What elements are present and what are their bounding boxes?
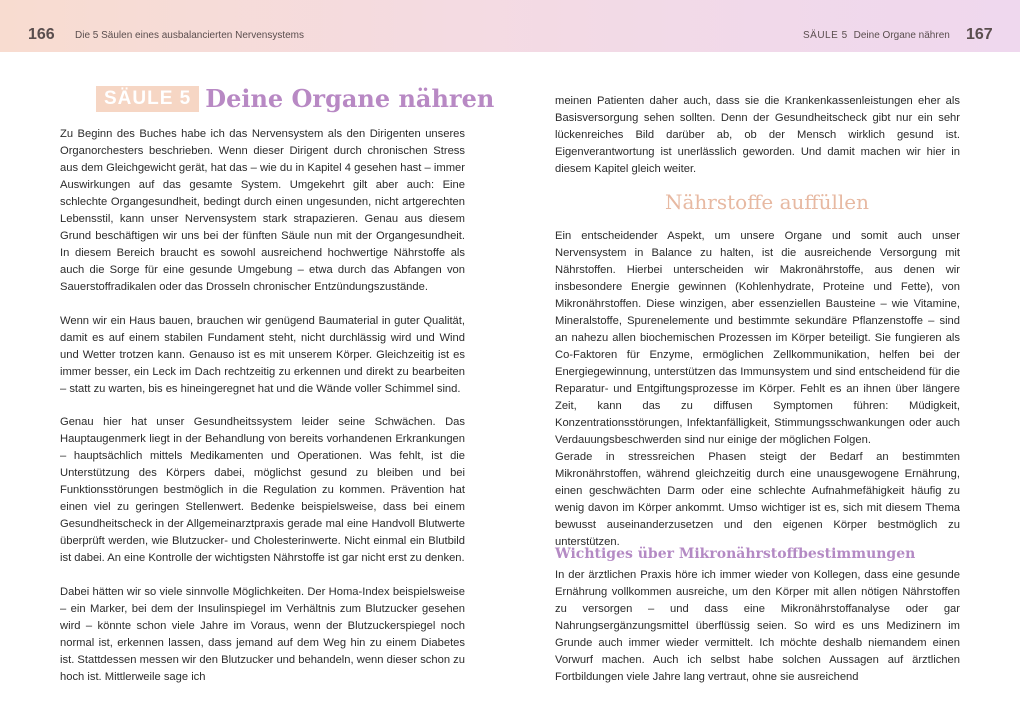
body-paragraph: Gerade in stressreichen Phasen steigt der Bedarf an bestimmten Mikronährstoffen, während gleichzeitig durch eine unausgewogene Ernährung, einen geschwächten Darm oder eine schlechte Aufnahmefähigkeit häufig zu wenig davon im Körper ankommt. Umso wichtiger ist es, sich mit diesem Thema bewusst auseinanderzusetzen und den eigenen Körper bestmöglich zu unterstützen.	[555, 451, 960, 548]
body-paragraph: Dabei hätten wir so viele sinnvolle Möglichkeiten. Der Homa-Index beispielsweise – ein Marker, bei dem der Insulinspiegel im Verhältnis zum Blutzucker gesehen wird – könnte schon viele Jahre im Voraus, wenn der Blutzuckerspiegel noch normal ist, erkennen lassen, dass jemand auf dem Weg hin zu einem Diabetes ist. Stattdessen messen wir den Blutzucker und behandeln, wenn dieser schon zu hoch ist. Mittlerweile sage ich	[60, 586, 465, 683]
subheading: Wichtiges über Mikronährstoffbestimmungen	[555, 546, 916, 562]
right-page-number: 167	[966, 26, 993, 43]
section-heading: Nährstoffe auffüllen	[665, 190, 870, 214]
left-page-number: 166	[28, 26, 55, 43]
body-paragraph: Genau hier hat unser Gesundheitssystem leider seine Schwächen. Das Hauptaugenmerk liegt in der Behandlung von bereits vorhandenen Erkrankungen – hauptsächlich mittels Medikamenten und Operationen. Was fehlt, ist die Unterstützung des Körpers dabei, möglichst gesund zu bleiben und bei Funktionsstörungen bestmöglich in die Regulation zu kommen. Prävention hat einen viel zu geringen Stellenwert. Bedenke beispielsweise, dass bei einem Gesundheitscheck in der Allgemeinarztpraxis gerade mal eine Handvoll Blutwerte überprüft werden, wie Blutzucker- und Cholesterinwerte. Nicht einmal ein Blutbild ist dabei. An eine Kontrolle der wichtigsten Nährstoffe ist gar nicht erst zu denken.	[60, 416, 465, 564]
body-paragraph: meinen Patienten daher auch, dass sie die Krankenkassenleistungen eher als Basisversorgung sehen sollten. Denn der Gesundheitscheck gibt nur ein sehr lückenreiches Bild darüber ab, ob der Mensch wirklich gesund ist. Eigenverantwortung ist unerlässlich geworden. Und damit machen wir hier in diesem Kapitel gleich weiter.	[555, 95, 960, 175]
running-header	[0, 0, 1020, 52]
body-paragraph: Wenn wir ein Haus bauen, brauchen wir genügend Baumaterial in guter Qualität, damit es auf einem stabilen Fundament steht, nicht durchlässig wird und Wind und Wetter trotzen kann. Genauso ist es mit unserem Körper. Gleichzeitig ist es immer besser, ein Leck im Dach rechtzeitig zu erkennen und direkt zu bearbeiten – statt zu warten, bis es hineingeregnet hat und die Wände voller Schimmel sind.	[60, 315, 465, 395]
body-paragraph: In der ärztlichen Praxis höre ich immer wieder von Kollegen, dass eine gesunde Ernährung vollkommen ausreiche, um den Körper mit allen nötigen Nährstoffen zu versorgen – und dass eine Mikronährstoffanalyse oder gar Nahrungsergänzungsmittel überflüssig seien. So wird es uns Medizinern im Grunde auch immer wieder vermittelt. Ich möchte deshalb niemandem einen Vorwurf machen. Auch ich selbst habe solchen Aussagen auf ärztlichen Fortbildungen viele Jahre lang vertraut, ohne sie ausreichend	[555, 569, 960, 683]
chapter-title	[96, 84, 494, 114]
chapter-heading: Deine Organe nähren	[205, 84, 495, 113]
body-paragraph: Ein entscheidender Aspekt, um unsere Organe und somit auch unser Nervensystem in Balance zu halten, ist die ausreichende Versorgung mit Nährstoffen. Hierbei unterscheiden wir Makronährstoffe, aus denen wir insbesondere Energie gewinnen (Kohlenhydrate, Proteine und Fette), von Mikronährstoffen. Diese winzigen, aber essenziellen Bausteine – wie Vitamine, Mineralstoffe, Spurenelemente und bestimmte sekundäre Pflanzenstoffe – sind an nahezu allen biochemischen Prozessen im Körper beteiligt. Sie fungieren als Co-Faktoren für Enzyme, ermöglichen Zellkommunikation, helfen bei der Energiegewinnung, unterstützen das Immunsystem und sind entscheidend für die Reparatur- und Entgiftungsprozesse im Körper. Fehlt es an ihnen über längere Zeit, kann das zu diffusen Symptomen führen: Müdigkeit, Konzentrationsstörungen, Infektanfälligkeit, Stimmungsschwankungen oder auch Verdauungsbeschwerden sind nur einige der möglichen Folgen.	[555, 230, 960, 446]
body-paragraph: Zu Beginn des Buches habe ich das Nervensystem als den Dirigenten unseres Organorchesters beschrieben. Wenn dieser Dirigent durch chronischen Stress aus dem Gleichgewicht gerät, hat das – wie du in Kapitel 4 gesehen hast – immer Auswirkungen auf das gesamte System. Umgekehrt gilt aber auch: Eine schlechte Organgesundheit, bedingt durch einen ungesunden, nicht artgerechten Lebensstil, kann unser Nervensystem stark strapazieren. Genau aus diesem Grund beschäftigen wir uns bei der fünften Säule nun mit der Organgesundheit. In diesem Bereich braucht es sowohl ausreichend hochwertige Nährstoffe als auch die Sorge für eine gesunde Umgebung – etwa durch das Abfangen von Sauerstoffradikalen oder das Drosseln chronischer Entzündungszustände.	[60, 128, 465, 293]
right-running-title-group	[803, 30, 950, 41]
left-running-title: Die 5 Säulen eines ausbalancierten Nervensystems	[75, 30, 305, 41]
right-section-label: SÄULE 5	[803, 30, 848, 41]
right-running-title: Deine Organe nähren	[853, 30, 950, 41]
chapter-kicker: SÄULE 5	[96, 86, 199, 112]
